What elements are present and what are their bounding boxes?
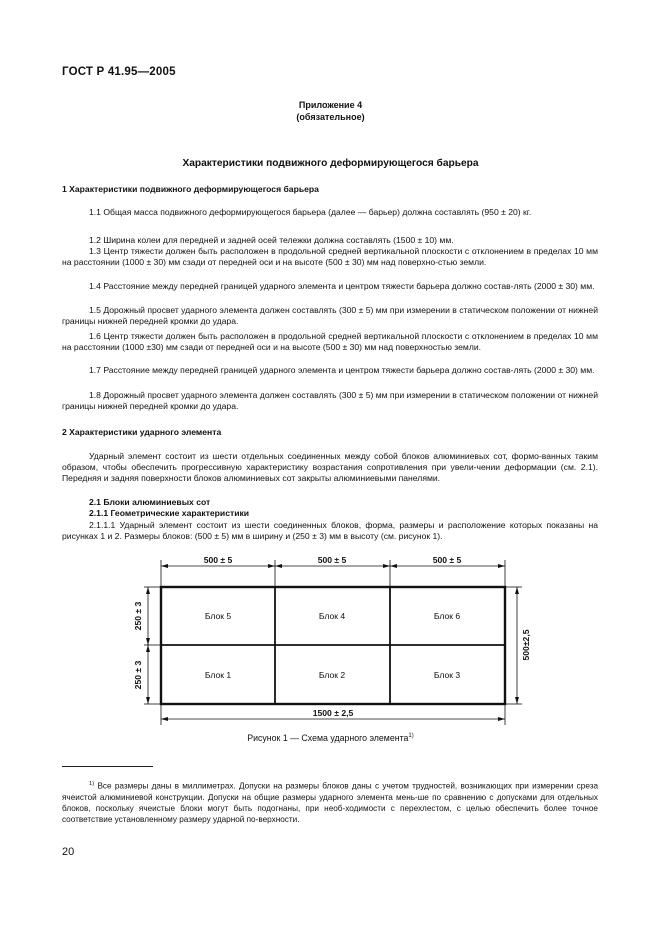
bottom-dim-label: 1500 ± 2,5 [312,708,354,718]
block-label: Блок 5 [204,611,232,621]
paragraph-2: Ударный элемент состоит из шести отдельных соединенных между собой блоков алюминиевых сот, формо-ванных таким образом, чтобы обеспечить прогрессивную характеристику возрастания сопротивления при увели-чении деформации (см. 2.1). Передняя и задняя поверхности блоков алюминиевых сот закрыты алюминиевыми панелями. [62,451,598,484]
paragraph-1-5: 1.5 Дорожный просвет ударного элемента должен составлять (300 ± 5) мм при измерении в статическом положении от нижней границы нижней передней кромки до удара. [62,305,599,327]
paragraph-1-7: 1.7 Расстояние между передней границей ударного элемента и центром тяжести барьера должно состав-лять (2000 ± 30) мм. [89,365,595,375]
section-1-heading: 1 Характеристики подвижного деформирующегося барьера [62,184,319,194]
left-dim-label: 250 ± 3 [133,660,143,690]
block-label: Блок 6 [433,611,461,621]
top-dim-label: 500 ± 5 [203,555,233,565]
left-dimension [144,587,160,704]
paragraph-1-6: 1.6 Центр тяжести должен быть расположен в продольной средней вертикальной плоскости с отклонением в пределах 10 мм на расстоянии (1000 ±30) мм сзади от передней оси и на высоте (500 ± 30) мм над поверхностью земли. [62,331,598,353]
paragraph-1-3: 1.3 Центр тяжести должен быть расположен в продольной средней вертикальной плоскости с отклонением в пределах 10 мм на расстоянии (1000 ± 30) мм сзади от передней оси и на высоте (500 ± 30) мм над поверхно-стью земли. [62,246,598,268]
footnote-separator [62,766,153,767]
paragraph-1-8: 1.8 Дорожный просвет ударного элемента должен составлять (300 ± 5) мм при измерении в статическом положении от нижней границы нижней передней кромки до удара. [62,390,599,412]
page-number: 20 [62,846,75,858]
main-title: Характеристики подвижного деформирующегося барьера [182,158,479,169]
paragraph-1-2: 1.2 Ширина колеи для передней и задней осей тележки должна составлять (1500 ± 10) мм. [89,235,454,245]
section-2-heading: 2 Характеристики ударного элемента [62,427,222,437]
footnote-reference[interactable]: 1) [408,733,414,740]
block-label: Блок 2 [318,670,346,680]
block-label: Блок 3 [433,670,461,680]
figure-caption-text: Рисунок 1 — Схема ударного элемента [247,733,409,743]
right-dim-label: 500±2,5 [521,629,531,661]
paragraph-1-1: 1.1 Общая масса подвижного деформирующегося барьера (далее — барьер) должна составлять (950 ± 20) кг. [89,207,532,217]
figure-caption [0,733,661,743]
paragraph-2-1-1-1: 2.1.1.1 Ударный элемент состоит из шести соединенных блоков, форма, размеры и расположение которых показаны на рисунках 1 и 2. Размеры блоков: (500 ± 5) мм в ширину и (250 ± 3) мм в высоту (см. рисунок 1). [62,520,598,542]
block-label: Блок 1 [204,670,232,680]
right-dimension [506,587,522,704]
heading-2-1: 2.1 Блоки алюминиевых сот [89,497,211,507]
appendix-subtitle: (обязательное) [296,112,365,122]
footnote [62,779,598,825]
top-dim-label: 500 ± 5 [432,555,462,565]
paragraph-1-4: 1.4 Расстояние между передней границей ударного элемента и центром тяжести барьера должно состав-лять (2000 ± 30) мм. [89,281,595,291]
footnote-text: Все размеры даны в миллиметрах. Допуски на размеры блоков даны с учетом трудностей, возникающих при измерении среза ячеистой алюминиевой конструкции. Допуски на общие размеры ударного элемента мень-ше по сравнению с допусками для отдельных блоков, поскольку ячеистые блоки могут быть подогнаны, при необ-ходимости с перехлестом, с целью обеспечить более точное соответствие установленному размеру ударной по-верхности. [62,781,598,824]
top-dim-label: 500 ± 5 [317,555,347,565]
appendix-title: Приложение 4 [298,100,363,110]
footnote-marker: 1) [89,781,95,787]
document-header: ГОСТ Р 41.95—2005 [62,66,176,78]
heading-2-1-1: 2.1.1 Геометрические характеристики [89,508,250,518]
left-dim-label: 250 ± 3 [133,601,143,631]
block-label: Блок 4 [318,611,346,621]
